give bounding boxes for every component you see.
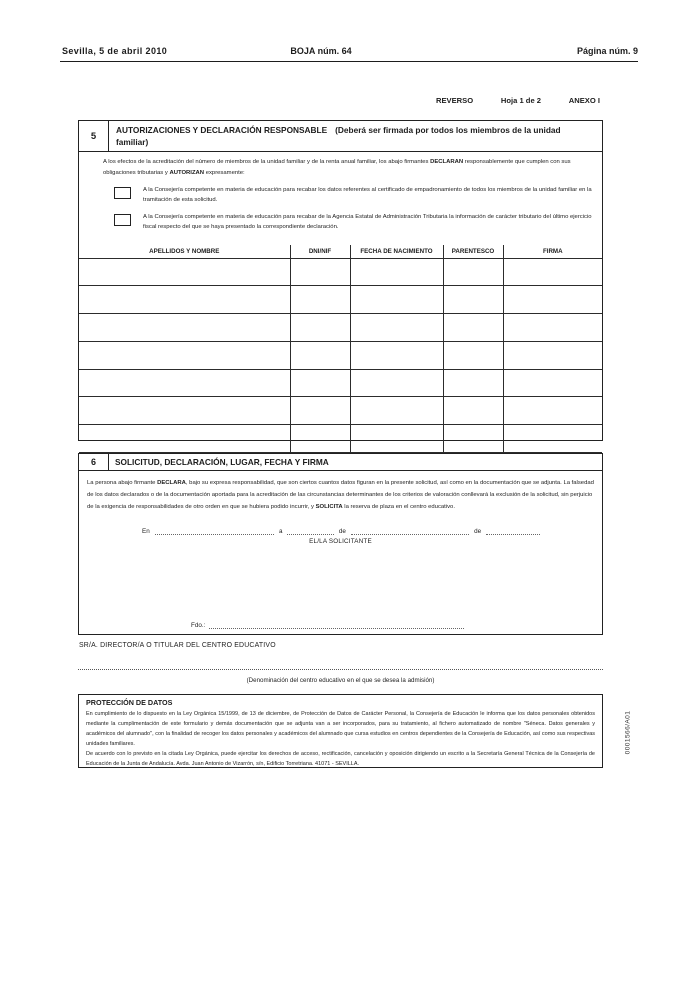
place-field-line	[155, 526, 274, 535]
section6-number: 6	[79, 454, 109, 470]
table-cell	[290, 258, 350, 286]
table-cell	[290, 341, 350, 369]
table-row	[79, 286, 602, 314]
autorizan-keyword: AUTORIZAN	[169, 169, 205, 176]
table-cell	[443, 425, 503, 453]
authorization-item	[114, 212, 594, 232]
section5-title-note: (Deberá ser firmada por todos los miembros de la unidad familiar)	[116, 125, 561, 148]
data-protection-title: PROTECCIÓN DE DATOS	[86, 698, 173, 707]
authorization-item	[114, 185, 594, 205]
table-cell	[443, 314, 503, 342]
section5-title-text: AUTORIZACIONES Y DECLARACIÓN RESPONSABLE	[116, 125, 328, 135]
fdo-label: Fdo.:	[191, 622, 206, 629]
page-header	[60, 44, 638, 62]
data-protection-paragraph: De acuerdo con lo previsto en la citada Ley Orgánica, puede ejercitar los derechos de acceso, rectificación, cancelación y oposición dirigiendo un escrito a la Secretaría General Técnica de la Consejería de Educación de la Junta de Andalucía. Avda. Juan Antonio de Vizarrón, s/n, Edificio Torretriana. 41071 - SEVILLA.	[86, 751, 595, 767]
en-label: En	[142, 528, 150, 536]
day-field-line	[287, 526, 333, 535]
denomination-field-line	[78, 669, 603, 670]
header-date: Sevilla, 5 de abril 2010	[62, 46, 168, 56]
table-cell	[503, 314, 602, 342]
de-label: de	[338, 528, 346, 536]
table-cell	[350, 341, 443, 369]
section6-title: SOLICITUD, DECLARACIÓN, LUGAR, FECHA Y FIRMA	[115, 457, 329, 467]
declaration-text: la reserva de plaza en el centro educativo.	[342, 504, 455, 511]
table-row	[79, 314, 602, 342]
table-cell	[350, 425, 443, 453]
col-fecha: FECHA DE NACIMIENTO	[350, 245, 443, 259]
table-row	[79, 341, 602, 369]
de-label: de	[474, 528, 482, 536]
checkbox-icon	[114, 187, 131, 199]
section5-box	[78, 120, 603, 441]
table-cell	[350, 314, 443, 342]
solicita-keyword: SOLICITA	[315, 504, 343, 511]
signer-label: EL/LA SOLICITANTE	[309, 538, 372, 546]
col-parentesco: PARENTESCO	[443, 245, 503, 259]
table-cell	[350, 258, 443, 286]
table-cell	[79, 286, 290, 314]
col-firma: FIRMA	[503, 245, 602, 259]
table-cell	[443, 286, 503, 314]
director-line: SR/A. DIRECTOR/A O TITULAR DEL CENTRO EDUCATIVO	[79, 642, 276, 649]
declara-keyword: DECLARA	[157, 480, 186, 487]
data-protection-paragraph: En cumplimiento de lo dispuesto en la Ley Orgánica 15/1999, de 13 de diciembre, de Protección de Datos de Carácter Personal, la Consejería de Educación le informa que los datos personales obtenidos mediante la cumplimentación de este formulario y demás documentación que se adjunta van a ser incorporados, para su tratamiento, al fichero automatizado de nombre "Séneca. Datos generales y académicos del alumnado", con la finalidad de recoger los datos personales y académicos del alumnado que cursa estudios en centros dependientes de la Consejería de Educación, así como sus respectivas unidades familiares.	[86, 711, 595, 747]
declaration-paragraph	[79, 471, 602, 513]
col-apellidos: APELLIDOS Y NOMBRE	[79, 245, 290, 259]
table-cell	[503, 286, 602, 314]
table-header-row	[79, 245, 602, 259]
table-cell	[290, 314, 350, 342]
hoja-label: Hoja 1 de 2	[500, 96, 541, 105]
table-cell	[503, 425, 602, 453]
table-cell	[350, 369, 443, 397]
reverso-label: REVERSO	[436, 96, 474, 105]
table-row	[79, 425, 602, 453]
col-dni: DNI/NIF	[290, 245, 350, 259]
declaran-keyword: DECLARAN	[430, 159, 464, 166]
table-cell	[290, 425, 350, 453]
section5-header	[79, 121, 602, 152]
table-cell	[443, 341, 503, 369]
table-cell	[350, 397, 443, 425]
intro-text: responsablemente que cumplen con sus obligaciones tributarias y	[103, 159, 571, 176]
year-field-line	[486, 526, 540, 535]
form-code-vertical: 0001566/A01	[624, 710, 632, 755]
header-issue: BOJA núm. 64	[290, 46, 352, 56]
declaration-text: La persona abajo firmante	[87, 480, 158, 487]
table-cell	[503, 369, 602, 397]
signature-line	[191, 620, 464, 629]
denomination-note: (Denominación del centro educativo en el que se desea la admisión)	[246, 677, 435, 684]
table-cell	[503, 397, 602, 425]
table-cell	[290, 369, 350, 397]
section6-box	[78, 453, 603, 635]
month-field-line	[351, 526, 469, 535]
meta-line	[436, 96, 600, 105]
anexo-label: ANEXO I	[568, 96, 600, 105]
table-cell	[79, 425, 290, 453]
family-members-table	[79, 245, 602, 454]
date-line	[137, 526, 540, 535]
section6-header	[79, 454, 602, 471]
section5-number: 5	[79, 121, 109, 151]
table-cell	[443, 397, 503, 425]
table-cell	[79, 397, 290, 425]
table-row	[79, 397, 602, 425]
data-protection-box	[78, 694, 603, 768]
table-cell	[79, 369, 290, 397]
table-row	[79, 258, 602, 286]
authorization-text: A la Consejería competente en materia de educación para recabar de la Agencia Estatal de Administración Tributaria la información de carácter tributario del último ejercicio fiscal respecto del que se haya presentado la correspondiente declaración.	[143, 214, 592, 231]
table-cell	[79, 314, 290, 342]
a-label: a	[278, 528, 283, 536]
table-row	[79, 369, 602, 397]
table-cell	[290, 397, 350, 425]
table-cell	[79, 341, 290, 369]
table-cell	[443, 258, 503, 286]
intro-text: A los efectos de la acreditación del número de miembros de la unidad familiar y de la renta anual familiar, los abajo firmantes	[103, 159, 431, 166]
table-cell	[350, 286, 443, 314]
intro-text: expresamente:	[204, 169, 245, 176]
authorization-text: A la Consejería competente en materia de educación para recabar los datos referentes al certificado de empadronamiento de todos los miembros de la unidad familiar en la tramitación de esta solicitud.	[143, 187, 592, 204]
checkbox-icon	[114, 214, 131, 226]
table-cell	[503, 258, 602, 286]
signature-field-line	[209, 620, 464, 629]
table-cell	[290, 286, 350, 314]
table-cell	[443, 369, 503, 397]
section5-intro-paragraph	[79, 152, 602, 178]
table-cell	[79, 258, 290, 286]
header-page-number: Página núm. 9	[576, 46, 638, 56]
declaration-text: , bajo su expresa responsabilidad, que son ciertos cuantos datos figuran en la presente solicitud, así como en la documentación que se adjunta. La falsedad de los datos declarados o de la documentación aportada para la acreditación de las circunstancias determinantes de los criterios de valoración conllevará la exclusión de la solicitud, sin perjuicio de la exigencia de responsabilidades de otro orden en que se hubiera podido incurrir, y	[87, 480, 594, 511]
section5-title	[109, 121, 602, 151]
table-cell	[503, 341, 602, 369]
